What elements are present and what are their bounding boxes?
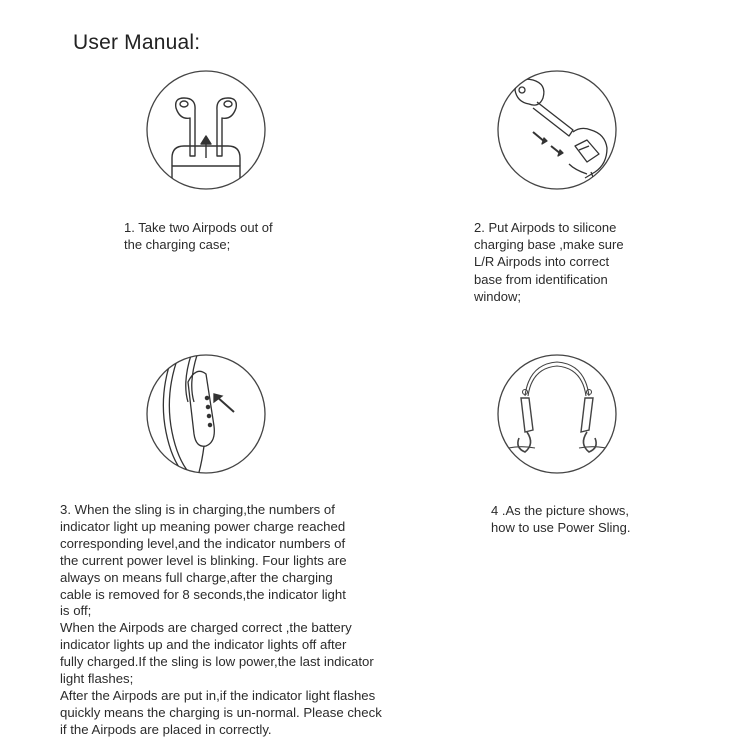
airpod-into-charging-base-icon: [495, 68, 619, 192]
sling-indicator-lights-icon: [144, 352, 268, 476]
step-2-text: 2. Put Airpods to silicone charging base ,make sure L/R Airpods into correct base from identification window;: [474, 220, 624, 304]
power-sling-worn-icon: [495, 352, 619, 476]
step-1-text: 1. Take two Airpods out of the charging case;: [124, 220, 273, 253]
step-3-text: 3. When the sling is in charging,the numbers of indicator light up meaning power charge reached corresponding level,and the indicator numbers of the current power level is blinking. Four lights are always on means full charge,after the charging cable is removed for 8 seconds,the indicator light is off; When the Airpods are charged correct ,the battery indicator lights up and the indicator lights off after fully charged.If the sling is low power,the last indicator light flashes; After the Airpods are put in,if the indicator light flashes quickly means the charging is un-normal. Please check if the Airpods are placed in correctly.: [60, 502, 382, 737]
page-title: User Manual:: [73, 31, 201, 55]
airpods-out-of-case-icon: [144, 68, 268, 192]
step-4-text: 4 .As the picture shows, how to use Power Sling.: [491, 503, 631, 536]
